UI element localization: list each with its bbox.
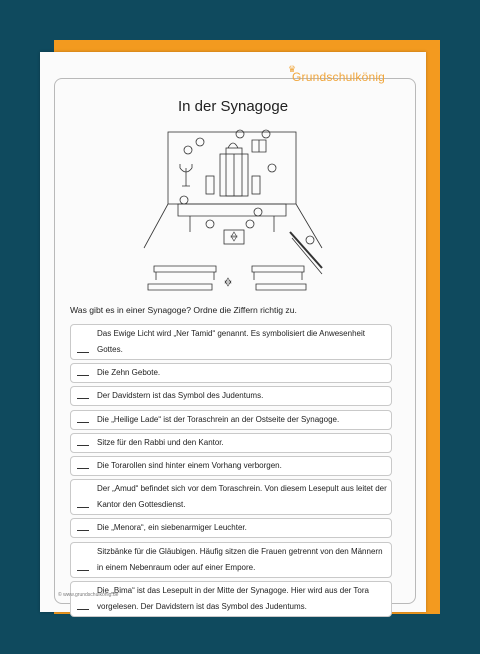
answer-row xyxy=(70,542,392,578)
answer-blank[interactable] xyxy=(71,364,97,382)
answer-blank[interactable] xyxy=(71,387,97,405)
answer-text: Sitze für den Rabbi und den Kantor. xyxy=(97,437,224,447)
answer-row xyxy=(70,479,392,515)
answer-blank[interactable] xyxy=(71,480,97,514)
answer-text: Die Zehn Gebote. xyxy=(97,368,161,378)
answer-text: Das Ewige Licht wird „Ner Tamid“ genannt. Es symbolisiert die Anwesenheit Gottes. xyxy=(97,329,365,354)
answer-blank[interactable] xyxy=(71,582,97,616)
brand-name: Grundschulkönig xyxy=(292,70,386,84)
answer-blank[interactable] xyxy=(71,434,97,452)
answer-blank[interactable] xyxy=(71,411,97,429)
footer-credit: © www.grundschulkönig.de xyxy=(58,592,119,598)
answer-row xyxy=(70,433,392,453)
answer-text: Der Davidstern ist das Symbol des Judentums. xyxy=(97,391,264,401)
answer-text: Sitzbänke für die Gläubigen. Häufig sitzen die Frauen getrennt von den Männern in einem Nebenraum oder auf einer Empore. xyxy=(97,546,383,572)
task-question: Was gibt es in einer Synagoge? Ordne die Ziffern richtig zu. xyxy=(70,305,297,315)
answer-list xyxy=(70,324,392,620)
answer-blank[interactable] xyxy=(71,519,97,537)
answer-blank[interactable] xyxy=(71,457,97,475)
answer-row xyxy=(70,410,392,430)
page-title: In der Synagoge xyxy=(177,98,289,115)
answer-blank[interactable] xyxy=(71,325,97,359)
answer-text: Der „Amud“ befindet sich vor dem Toraschrein. Von diesem Lesepult aus leitet der Kantor den Gottesdienst. xyxy=(97,484,387,510)
answer-row xyxy=(70,324,392,360)
crown-icon: ♛ xyxy=(288,64,297,74)
answer-row xyxy=(70,456,392,476)
answer-text: Die Torarollen sind hinter einem Vorhang verborgen. xyxy=(97,460,282,470)
answer-text: Die „Menora“, ein siebenarmiger Leuchter. xyxy=(97,523,247,533)
answer-text: Die „Bima“ ist das Lesepult in der Mitte der Synagoge. Hier wird aus der Tora vorgelesen. Der Davidstern ist das Symbol des Judentums. xyxy=(97,585,369,611)
answer-row xyxy=(70,386,392,406)
answer-blank[interactable] xyxy=(71,543,97,577)
answer-row xyxy=(70,518,392,538)
answer-row xyxy=(70,581,392,617)
brand-logo xyxy=(288,64,386,84)
worksheet-page xyxy=(40,52,426,612)
synagogue-illustration xyxy=(140,128,326,298)
answer-row xyxy=(70,363,392,383)
answer-text: Die „Heilige Lade“ ist der Toraschrein an der Ostseite der Synagoge. xyxy=(97,414,340,424)
